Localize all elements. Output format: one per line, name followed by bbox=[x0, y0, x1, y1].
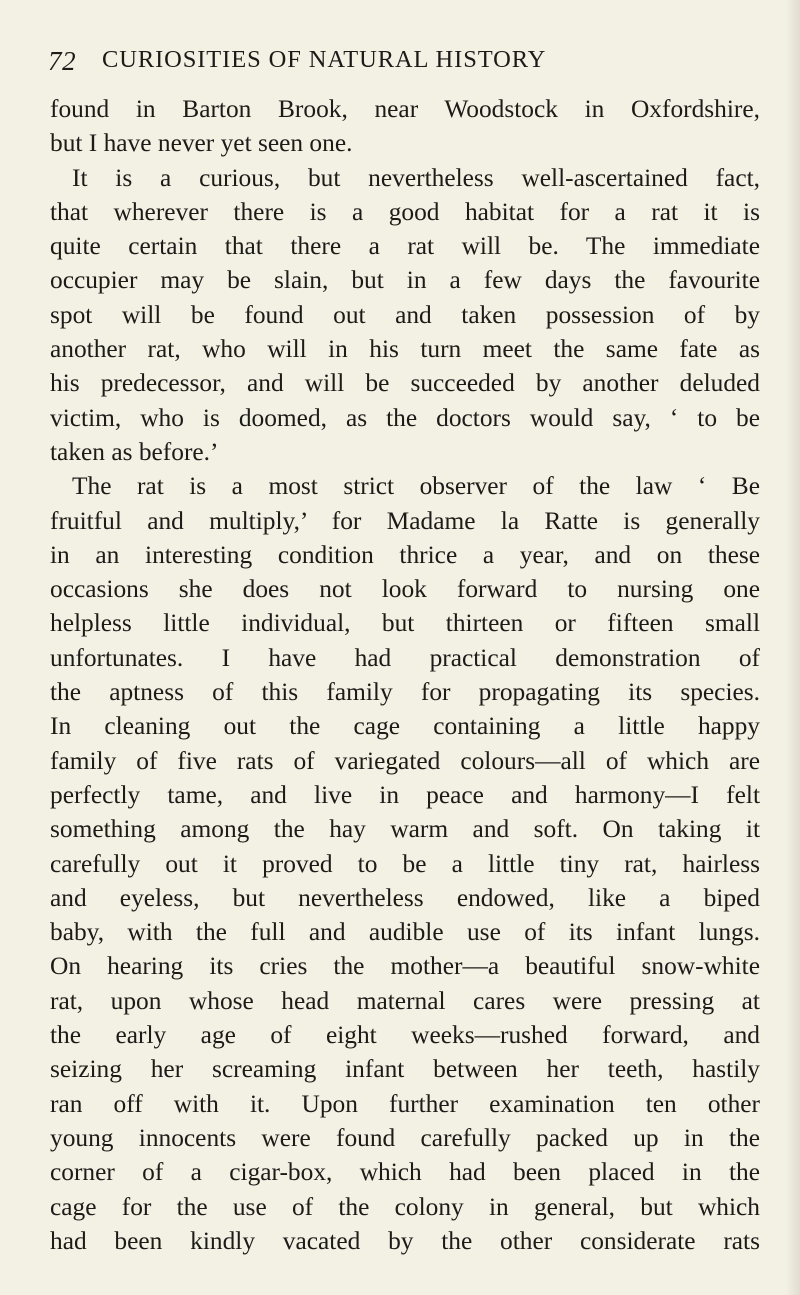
text-line: victim, who is doomed, as the doctors would say, ‘ to be bbox=[50, 403, 760, 432]
text-line: his predecessor, and will be succeeded by another deluded bbox=[50, 369, 760, 398]
text-line: the early age of eight weeks—rushed forward, and bbox=[50, 1021, 760, 1050]
text-line: and eyeless, but nevertheless endowed, like a biped bbox=[50, 883, 760, 912]
running-head-title: CURIOSITIES OF NATURAL HISTORY bbox=[102, 46, 547, 73]
text-line: occupier may be slain, but in a few days the favourite bbox=[50, 266, 760, 295]
text-line: seizing her screaming infant between her teeth, hastily bbox=[50, 1055, 760, 1084]
text-line: corner of a cigar-box, which had been placed in the bbox=[50, 1158, 760, 1187]
text-line: cage for the use of the colony in general, but which bbox=[50, 1192, 760, 1221]
text-line: something among the hay warm and soft. On taking it bbox=[50, 815, 760, 844]
text-line: helpless little individual, but thirteen or fifteen small bbox=[50, 609, 760, 638]
text-line: spot will be found out and taken possession of by bbox=[50, 300, 760, 329]
text-line: found in Barton Brook, near Woodstock in Oxfordshire, bbox=[50, 95, 760, 123]
text-line: in an interesting condition thrice a year, and on these bbox=[50, 540, 760, 569]
text-line: young innocents were found carefully packed up in the bbox=[50, 1123, 760, 1152]
running-head bbox=[48, 46, 748, 86]
text-line: On hearing its cries the mother—a beautiful snow-white bbox=[50, 952, 760, 981]
text-line: family of five rats of variegated colours—all of which are bbox=[50, 746, 760, 775]
page-number: 72 bbox=[48, 46, 77, 76]
text-line: but I have never yet seen one. bbox=[50, 129, 353, 158]
page-edge-shadow bbox=[786, 0, 800, 1295]
text-line: that wherever there is a good habitat for a rat it is bbox=[50, 197, 760, 226]
text-line: fruitful and multiply,’ for Madame la Ratte is generally bbox=[50, 506, 760, 535]
text-line: The rat is a most strict observer of the law ‘ Be bbox=[72, 472, 760, 501]
text-line: occasions she does not look forward to nursing one bbox=[50, 575, 760, 604]
text-line: rat, upon whose head maternal cares were pressing at bbox=[50, 986, 760, 1015]
text-line: It is a curious, but nevertheless well-ascertained fact, bbox=[72, 163, 760, 192]
text-line: baby, with the full and audible use of its infant lungs. bbox=[50, 918, 760, 947]
text-line: In cleaning out the cage containing a little happy bbox=[50, 712, 760, 741]
body-text bbox=[50, 92, 760, 1258]
text-line: taken as before.’ bbox=[50, 437, 219, 466]
text-line: quite certain that there a rat will be. The immediate bbox=[50, 232, 760, 261]
text-line: ran off with it. Upon further examination ten other bbox=[50, 1089, 760, 1118]
text-line: unfortunates. I have had practical demonstration of bbox=[50, 643, 760, 672]
text-line: the aptness of this family for propagating its species. bbox=[50, 678, 760, 707]
text-line: another rat, who will in his turn meet the same fate as bbox=[50, 335, 760, 364]
text-line: perfectly tame, and live in peace and harmony—I felt bbox=[50, 780, 760, 809]
text-line: had been kindly vacated by the other considerate rats bbox=[50, 1226, 760, 1255]
text-line: carefully out it proved to be a little tiny rat, hairless bbox=[50, 849, 760, 878]
